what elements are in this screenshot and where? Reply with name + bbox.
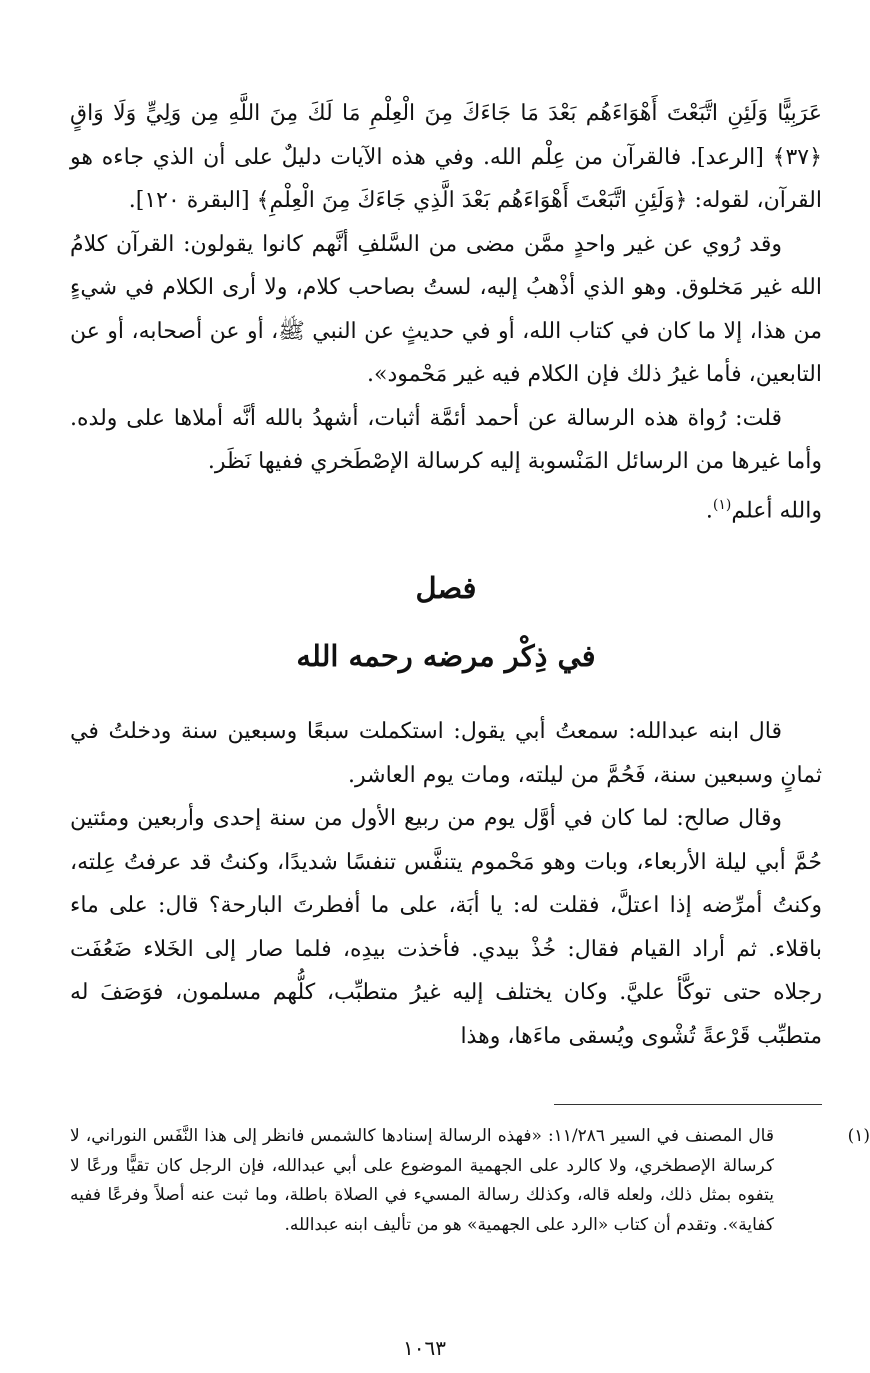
footnote-reference[interactable]: (١): [712, 496, 732, 513]
main-text: [70, 92, 822, 1058]
footnote-divider: [554, 1104, 822, 1105]
closing-period: .: [705, 497, 713, 523]
section-heading: فصل: [415, 571, 477, 606]
footnote-body: [70, 1122, 870, 1240]
paragraph-quran-citation: عَرَبِيًّا وَلَئِنِ اتَّبَعْتَ أَهْوَاءَهُم بَعْدَ مَا جَاءَكَ مِنَ الْعِلْمِ مَا لَكَ مِنَ اللَّهِ مِن وَلِيٍّ وَلَا وَاقٍ ﴿٣٧﴾ [الرعد]. فالقرآن من عِلْم الله. وفي هذه الآيات دليلٌ على أن الذي جاءه هو القرآن، لقوله: ﴿وَلَئِنِ اتَّبَعْتَ أَهْوَاءَهُم بَعْدَ الَّذِي جَاءَكَ مِنَ الْعِلْمِ﴾ [البقرة ١٢٠].: [70, 101, 822, 213]
footnote-mark: (١): [847, 1126, 870, 1146]
footnote: [70, 1122, 870, 1240]
section-subheading: في ذِكْر مرضه رحمه الله: [296, 639, 596, 674]
paragraph-narrators-note: قلت: رُواة هذه الرسالة عن أحمد أئمَّة أثبات، أشهدُ بالله أنَّه أملاها على ولده. وأما غيرها من الرسائل المَنْسوبة إليه كرسالة الإصْطَخري ففيها نَظَر.: [70, 405, 822, 474]
paragraph-salih-report: وقال صالح: لما كان في أوَّل يوم من ربيع الأول من سنة إحدى وأربعين ومئتين حُمَّ أبي ليلة الأربعاء، وبات وهو مَحْموم يتنفَّس تنفسًا شديدًا، وكنتُ قد عرفتُ عِلته، وكنتُ أمرِّضه إذا اعتلَّ، فقلت له: يا أبَة، على ما أفطرتَ البارحة؟ قال: على ماء باقلاء. ثم أراد القيام فقال: خُذْ بيدي. فأخذت بيدِه، فلما صار إلى الخَلاء ضَعُفَت رجلاه حتى توكَّأ عليَّ. وكان يختلف إليه غيرُ متطبِّب، كلُّهم مسلمون، فوَصَفَ له متطبِّب قَرْعةً تُشْوى ويُسقى ماءَها، وهذا: [70, 806, 822, 1049]
paragraph-abdullah-report: قال ابنه عبدالله: سمعتُ أبي يقول: استكملت سبعًا وسبعين سنة ودخلتُ في ثمانٍ وسبعين سنة، فَحُمَّ من ليلته، ومات يوم العاشر.: [70, 719, 822, 788]
paragraph-closing: [70, 484, 822, 533]
paragraph-salaf-statement: وقد رُوي عن غير واحدٍ ممَّن مضى من السَّلفِ أنَّهم كانوا يقولون: القرآن كلامُ الله غير مَخلوق. وهو الذي أذْهبُ إليه، لستُ بصاحب كلام، ولا أرى الكلام في شيءٍ من هذا، إلا ما كان في كتاب الله، أو في حديثٍ عن النبي ﷺ، أو عن أصحابه، أو عن التابعين، فأما غيرُ ذلك فإن الكلام فيه غير مَحْمود».: [70, 231, 822, 387]
page-number: ١٠٦٣: [403, 1336, 446, 1360]
footnote-text: قال المصنف في السير ١١/٢٨٦: «فهذه الرسالة إسنادها كالشمس فانظر إلى هذا النَّفَس النوراني، لا كرسالة الإصطخري، ولا كالرد على الجهمية الموضوع على أبي عبدالله، فإن الرجل كان تقيًّا ورعًا لا يتفوه بمثل ذلك، ولعله قاله، وكذلك رسالة المسيء في الصلاة باطلة، وما ثبت عنه أصلاً وفرعًا ففيه كفاية». وتقدم أن كتاب «الرد على الجهمية» هو من تأليف ابنه عبدالله.: [70, 1126, 774, 1235]
closing-text: والله أعلم: [731, 497, 822, 523]
